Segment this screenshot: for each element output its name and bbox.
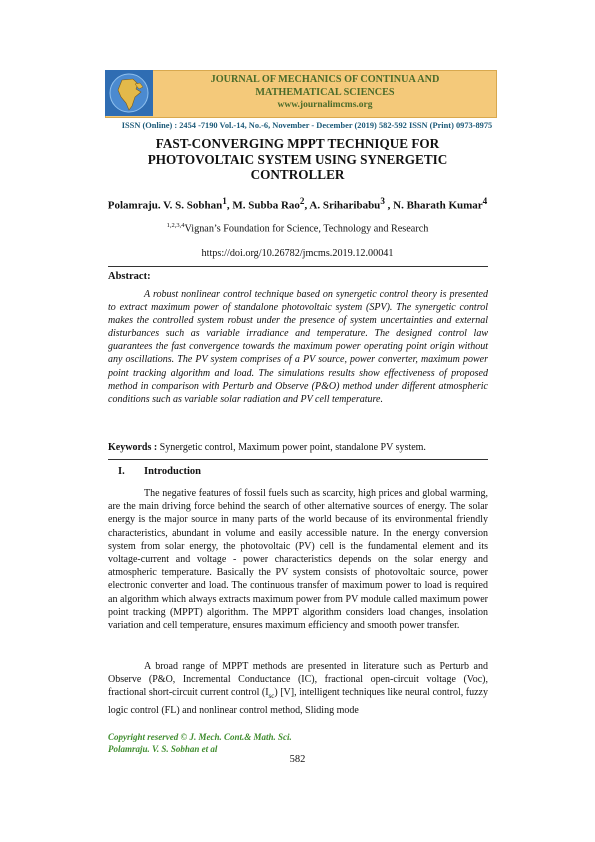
intro-paragraph-1: The negative features of fossil fuels such as scarcity, high prices and global warming, are the main driving force behind the search of other alternative sources of energy. The solar energy is the major source in many parts of the world because of its environmental friendly characteristics, abundant in volume and easily accessible nature. In the energy conversion system from solar energy, the photovoltaic (PV) cell is the fundamental element and its voltage-current and voltage - power characteristics depends on the solar energy and atmospheric temperature. Basically the PV system consists of photovoltaic source, power electronic converter and load. The continuous transfer of maximum power to load is required an algorithm which always extracts maximum power from PV module called maximum power point tracking (MPPT) algorithm. The MPPT algorithm considers load changes, insolation variation and cell temperature, ensures maximum efficiency and smooth power transfer. bbox=[108, 488, 488, 632]
author-separator: , bbox=[304, 199, 310, 212]
author-affiliation-marker: 4 bbox=[482, 196, 488, 206]
journal-logo bbox=[105, 70, 153, 116]
author-name: N. Bharath Kumar bbox=[393, 199, 483, 212]
author-name: M. Subba Rao bbox=[232, 199, 300, 212]
journal-url[interactable]: www.journalimcms.org bbox=[277, 100, 373, 110]
author-name: A. Sriharibabu bbox=[309, 199, 381, 212]
section-title: Introduction bbox=[144, 466, 201, 477]
page-number: 582 bbox=[289, 754, 306, 765]
abstract-top-rule bbox=[108, 266, 488, 267]
keywords-line bbox=[108, 442, 488, 453]
doi-link[interactable]: https://doi.org/10.26782/jmcms.2019.12.00041 bbox=[201, 248, 394, 259]
copyright-text: Copyright reserved © J. Mech. Cont.& Math. Sci. bbox=[108, 732, 292, 742]
section-number: I. bbox=[118, 466, 125, 477]
subscript-sc: sc bbox=[268, 692, 275, 701]
keywords-label: Keywords : bbox=[108, 442, 158, 453]
intro-paragraph-2-text: A broad range of MPPT methods are presented in literature such as Perturb and Observe (P&O, Incremental Conductance (IC), fractional open-circuit voltage (Voc), fractional short-circuit current control (I bbox=[108, 661, 488, 699]
section-heading bbox=[118, 466, 201, 477]
affiliation bbox=[100, 222, 495, 234]
issn-volume-line: ISSN (Online) : 2454 -7190 Vol.-14, No.-6, November - December (2019) 582-592 ISSN (Print) 0973-8975 bbox=[121, 121, 493, 130]
abstract-heading: Abstract: bbox=[108, 271, 151, 282]
footer-author: Polamraju. V. S. Sobhan et al bbox=[108, 743, 218, 754]
keywords-bottom-rule bbox=[108, 459, 488, 460]
author-separator: , bbox=[384, 199, 394, 212]
footer-copyright bbox=[108, 732, 292, 755]
paper-title: FAST-CONVERGING MPPT TECHNIQUE FOR PHOTOVOLTAIC SYSTEM USING SYNERGETIC CONTROLLER bbox=[147, 136, 448, 182]
india-map-logo-icon bbox=[105, 70, 153, 116]
author-affiliation-marker: 1 bbox=[222, 196, 227, 206]
keywords-text: Synergetic control, Maximum power point, standalone PV system. bbox=[157, 442, 426, 453]
journal-name: JOURNAL OF MECHANICS OF CONTINUA AND MATHEMATICAL SCIENCES bbox=[210, 74, 440, 98]
affiliation-marker: 1,2,3,4 bbox=[166, 222, 185, 229]
author-list bbox=[95, 196, 500, 212]
author-name: Polamraju. V. S. Sobhan bbox=[107, 199, 223, 212]
author-affiliation-marker: 2 bbox=[299, 196, 305, 206]
abstract-body: A robust nonlinear control technique based on synergetic control theory is presented to extract maximum power of standalone photovoltaic system (SPV). The synergetic control makes the controlled system robust under the presence of system uncertainties and external disturbances such as variable irradiance and temperature. The designed control law guarantees the fast convergence towards the maximum power operating point origin without any oscillations. The PV system comprises of a PV source, power converter, maximum power point tracking algorithm and load. The simulations results show effectiveness of proposed method in comparison with Perturb and Observe (P&O) method under different atmospheric conditions such as variable solar radiation and PV cell temperature. bbox=[108, 289, 488, 405]
affiliation-text: Vignan’s Foundation for Science, Technology and Research bbox=[184, 223, 429, 235]
intro-paragraph-2-text-cont: ) [V], intelligent techniques like neural control, fuzzy logic control (FL) and nonlinear control method, Sliding mode bbox=[108, 687, 488, 716]
author-affiliation-marker: 3 bbox=[380, 196, 385, 206]
intro-paragraph-2 bbox=[108, 660, 488, 717]
author-separator: , bbox=[226, 199, 233, 212]
